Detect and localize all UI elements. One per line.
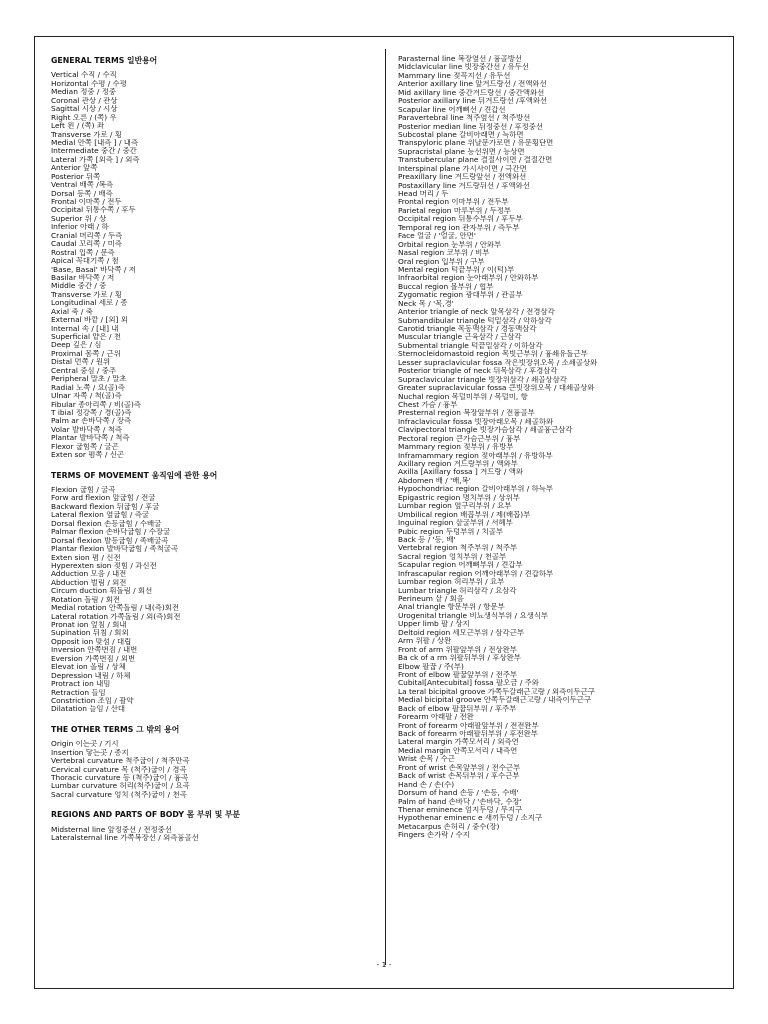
- term-entry: Posterior triangle of neck 뒤목삼각 / 후경삼각: [398, 367, 558, 376]
- left-column: [51, 55, 373, 843]
- term-entry: Abduction 벌림 / 외전: [51, 578, 127, 587]
- term-entry: Perineum 샅 / 회음: [398, 595, 464, 603]
- term-entry: Greater supraclavicular fossa 큰빗장위오목 / 대쇄골상와: [398, 384, 595, 393]
- term-entry: Urogenital triangle 비뇨생식부위 / 요생식부: [398, 611, 549, 620]
- term-entry: Dorsal flexion 발등굽힘 / 족배굴곡: [51, 536, 169, 545]
- term-entry: Scapular line 어깨뼈선 / 견갑선: [398, 105, 506, 114]
- term-entry: Axilla [Axillary fossa ] 겨드랑 / 액와: [398, 468, 524, 477]
- term-entry: Sacral region 엉치부위 / 천골부: [398, 552, 507, 561]
- term-entry: Face 얼굴 / '얼굴, 안면': [398, 232, 476, 241]
- term-entry: Anterior axillary line 앞겨드랑선 / 전액와선: [398, 80, 547, 89]
- term-entry: Axillary region 겨드랑부위 / 액와부: [398, 460, 518, 468]
- term-entry: Posterior median line 뒤정중선 / 후정중선: [398, 122, 544, 131]
- term-entry: Vertical 수직 / 수직: [51, 71, 117, 80]
- term-entry: Submental triangle 턱끝밑삼각 / 이하삼각: [398, 341, 543, 350]
- term-entry: Caudal 꼬리쪽 / 미측: [51, 240, 122, 249]
- term-entry: Volar 발바닥쪽 / 척측: [51, 425, 122, 434]
- term-entry: Proximal 몸쪽 / 근위: [51, 349, 121, 358]
- term-entry: Forw ard flexion 앞굽힘 / 전굴: [51, 494, 156, 503]
- term-entry: Buccal region 볼부위 / 협부: [398, 282, 494, 291]
- term-entry: Transverse 가로 / 횡: [51, 130, 122, 139]
- term-entry: Posterior 뒤쪽: [51, 172, 101, 181]
- term-entry: Upper limb 팔 / 상지: [398, 620, 470, 629]
- term-entry: Inframammary region 젖아래부위 / 유방하부: [398, 451, 553, 460]
- term-entry: Paravertebral line 척주옆선 / 척주방선: [398, 114, 531, 123]
- term-entry: Head 머리 / 두: [398, 190, 449, 198]
- term-entry: T ibial 정강쪽 / 경(골)측: [51, 408, 132, 417]
- section-heading: THE OTHER TERMS 그 밖의 용어: [51, 724, 180, 734]
- term-entry: Elbow 팔꿉 / 주(부): [398, 662, 464, 671]
- term-entry: Medial bicipital groove 안쪽두갈래근고랑 / 내측이두근구: [398, 696, 592, 705]
- term-entry: Subcostal plane 갈비아래면 / 늑하면: [398, 130, 524, 139]
- term-entry: Intermediate 중간 / 중간: [51, 147, 137, 156]
- term-entry: Sternocleidomastoid region 목빗근부위 / 흉쇄유돌근부: [398, 350, 588, 359]
- term-entry: Front of arm 위팔앞부위 / 전상완부: [398, 645, 517, 654]
- term-entry: Mental region 턱끝부위 / 이(턱)부: [398, 265, 515, 274]
- term-entry: Parasternal line 복장옆선 / 흉골방선: [398, 55, 523, 63]
- term-entry: Preaxillary line 겨드랑앞선 / 전액와선: [398, 173, 527, 182]
- term-entry: Interspinal plane 가시사이면 / 극간면: [398, 164, 527, 173]
- term-entry: Deltoid region 세모근부위 / 삼각근부: [398, 628, 524, 637]
- term-entry: Orbital region 눈부위 / 안와부: [398, 240, 502, 249]
- term-entry: Infrascapular region 어깨아래부위 / 견갑하부: [398, 569, 554, 578]
- term-entry: Hypothenar eminenc e 새끼두덩 / 소지구: [398, 814, 543, 823]
- term-entry: Peripheral 말초 / 말초: [51, 375, 127, 384]
- term-entry: Hyperexten sion 젖힘 / 과신전: [51, 561, 157, 570]
- term-entry: Dorsal flexion 손등굽힘 / 수배굴: [51, 519, 162, 528]
- term-entry: Protract ion 내밈: [51, 680, 111, 689]
- term-entry: Radial 노쪽 / 요(골)측: [51, 383, 125, 392]
- term-entry: Palm of hand 손바닥 / '손바닥, 수장': [398, 797, 522, 806]
- term-entry: Occipital 뒤통수쪽 / 후두: [51, 206, 136, 215]
- term-entry: Thoracic curvature 등 (척주)굽이 / 흉곡: [51, 774, 189, 783]
- term-entry: Supination 뒤침 / 회외: [51, 629, 129, 638]
- term-entry: Abdomen 배 / '배,복': [398, 476, 471, 485]
- term-entry: Transverse 가로 / 횡: [51, 290, 122, 299]
- term-entry: Sagittal 시상 / 시상: [51, 105, 118, 114]
- term-entry: Mammary region 젖부위 / 유방부: [398, 443, 514, 452]
- term-entry: Midclavicular line 빗장중간선 / 유두선: [398, 63, 529, 72]
- term-entry: Fibular 종아리쪽 / 비(골)측: [51, 400, 142, 409]
- term-entry: Longitudinal 세로 / 종: [51, 299, 128, 308]
- term-entry: Opposit ion 맞섬 / 대립: [51, 637, 132, 646]
- term-entry: Vertebral curvature 척주굽이 / 척주만곡: [51, 757, 190, 766]
- term-entry: Nuchal region 목덜미부위 / 목덜미, 항: [398, 392, 528, 401]
- term-entry: Axial 축 / 축: [51, 307, 93, 316]
- term-entry: Lumbar region 옆구리부위 / 요부: [398, 502, 512, 511]
- term-entry: Dorsum of hand 손등 / '손등, 수배': [398, 789, 519, 798]
- term-entry: Palmar flexion 손바닥굽힘 / 수장굴: [51, 528, 171, 537]
- term-entry: Dorsal 등쪽 / 배측: [51, 189, 113, 198]
- term-entry: Basilar 바닥쪽 / 저: [51, 273, 115, 282]
- term-entry: Mammary line 젖꼭지선 / 유두선: [398, 71, 511, 80]
- term-entry: Lateralsternal line 가쪽복장선 / 외측흉골선: [51, 834, 199, 843]
- term-entry: Chest 가슴 / 흉부: [398, 400, 458, 409]
- term-entry: Presternal region 복장앞부위 / 전흉골부: [398, 409, 535, 418]
- term-entry: Left 왼 / (쪽) 좌: [51, 122, 104, 131]
- term-entry: Scapular region 어깨뼈부위 / 견갑부: [398, 561, 523, 570]
- term-entry: Supraclavicular triangle 빗장위삼각 / 쇄골상삼각: [398, 375, 567, 384]
- term-entry: Postaxillary line 겨드랑뒤선 / 후액와선: [398, 181, 530, 190]
- term-entry: Lateral rotation 가쪽돌림 / 외(측)회전: [51, 612, 181, 621]
- section-heading: TERMS OF MOVEMENT 움직임에 관한 용어: [51, 470, 218, 480]
- term-entry: Nasal region 코부위 / 비부: [398, 249, 490, 258]
- term-entry: Vertebral region 척주부위 / 척주부: [398, 544, 518, 553]
- page-number: - 1 -: [376, 960, 392, 969]
- term-entry: Frontal region 이마부위 / 전두부: [398, 198, 509, 207]
- term-entry: Front of forearm 아래팔앞부위 / 전전완부: [398, 721, 539, 730]
- term-entry: Horizontal 수평 / 수평: [51, 79, 127, 88]
- term-entry: Anal triangle 항문부위 / 항문부: [398, 603, 505, 612]
- term-entry: Posterior axillary line 뒤겨드랑선 /후액와선: [398, 97, 548, 106]
- term-entry: Medial margin 안쪽모서리 / 내측연: [398, 746, 518, 755]
- term-entry: Ventral 배쪽 /복측: [51, 181, 113, 190]
- term-entry: Depression 내림 / 하체: [51, 671, 131, 680]
- term-entry: Sacral curvature 엉치 (척주)굽이 / 천곡: [51, 790, 187, 799]
- term-entry: Flexor 굽힘쪽 / 굴곤: [51, 442, 119, 451]
- column-divider: [385, 49, 386, 965]
- term-entry: Hypochondriac region 갈비아래부위 / 하늑부: [398, 485, 553, 494]
- term-entry: Oral region 입부위 / 구부: [398, 257, 485, 266]
- page-frame: [34, 36, 734, 989]
- term-entry: External 바깥 / [외] 외: [51, 316, 128, 325]
- term-entry: Cubital[Antecubital] fossa 팔오금 / 주와: [398, 679, 539, 688]
- term-entry: Hand 손 / 손(수): [398, 780, 455, 789]
- term-entry: Medial 안쪽 [내측 ] / 내측: [51, 138, 139, 147]
- term-entry: Frontal 이마쪽 / 전두: [51, 198, 122, 207]
- right-column: [398, 55, 728, 840]
- term-entry: Inversion 안쪽번짐 / 내번: [51, 646, 138, 655]
- term-entry: Lumbar region 허리부위 / 요부: [398, 578, 505, 587]
- term-entry: Origin 이는곳 / 기시: [51, 740, 119, 749]
- term-entry: Superior 위 / 상: [51, 214, 107, 223]
- term-entry: Clavipectoral triangle 빗장가슴삼각 / 쇄골흉근삼각: [398, 426, 573, 435]
- term-entry: Palm ar 손바닥쪽 / 장측: [51, 417, 132, 426]
- term-entry: Adduction 모음 / 내전: [51, 570, 127, 579]
- term-entry: Back of wrist 손목뒤부위 / 후수근부: [398, 772, 520, 781]
- term-entry: Muscular triangle 근육삼각 / 근삼각: [398, 333, 522, 342]
- term-entry: Transpyloric plane 위날문가로면 / 유문횡단면: [398, 139, 554, 148]
- term-entry: Anterior 앞쪽: [51, 164, 98, 173]
- term-entry: Inguinal region 샅굴부위 / 서혜부: [398, 519, 513, 528]
- term-entry: Umbilical region 배꼽부위 / 제(배꼽)부: [398, 510, 531, 519]
- term-entry: Constriction 조임 / 괄약: [51, 696, 134, 705]
- term-entry: Metacarpus 손허리 / 중수(장): [398, 822, 500, 831]
- term-entry: Cranial 머리쪽 / 두측: [51, 231, 123, 240]
- term-entry: Occipital region 뒤통수부위 / 후두부: [398, 215, 523, 224]
- term-entry: Lesser supraclavicular fossa 작은빗장위오목 / 소쇄골상와: [398, 358, 598, 367]
- term-entry: Back 등 / '등, 배': [398, 535, 456, 544]
- term-entry: Thenar eminence 엄지두덩 / 무지구: [398, 805, 523, 814]
- term-entry: Forearm 아래팔 / 전완: [398, 713, 474, 722]
- term-entry: Mid axillary line 중간겨드랑선 / 중간액와선: [398, 88, 545, 97]
- term-entry: Medial rotation 안쪽돌림 / 내(측)회전: [51, 604, 180, 613]
- term-entry: Back of elbow 팔꿉뒤부위 / 후주부: [398, 704, 517, 713]
- term-entry: Back of forearm 아래팔뒤부위 / 후전완부: [398, 730, 538, 738]
- term-entry: Lateral flexion 옆굽힘 / 측굴: [51, 511, 150, 520]
- term-entry: Infraclavicular fossa 빗장아래오목 / 쇄골하와: [398, 417, 554, 426]
- term-entry: Flexion 굽힘 / 굴곡: [51, 486, 116, 495]
- term-entry: Front of elbow 팔꿉앞부위 / 전주부: [398, 670, 518, 679]
- section-heading: GENERAL TERMS 일반용어: [51, 56, 158, 65]
- term-entry: Parietal region 마루부위 / 두정부: [398, 206, 512, 215]
- term-entry: Retraction 들임: [51, 688, 106, 697]
- section-heading: REGIONS AND PARTS OF BODY 몸 부위 및 부분: [51, 810, 241, 820]
- term-entry: Pectoral region 큰가슴근부위 / 흉부: [398, 434, 521, 443]
- term-entry: Dilatation 늘임 / 산대: [51, 705, 126, 714]
- term-entry: Temporal reg ion 관자부위 / 측두부: [398, 223, 520, 232]
- term-entry: Insertion 닿는곳 / 종지: [51, 748, 129, 757]
- term-entry: Infraorbital region 눈아래부위 / 안와하부: [398, 274, 539, 283]
- term-entry: Submandibular triangle 턱밑삼각 / 악하삼각: [398, 316, 552, 325]
- term-entry: Inferior 아래 / 하: [51, 223, 109, 232]
- term-entry: Backward flexion 뒤굽힘 / 후굴: [51, 502, 160, 511]
- term-entry: Median 정중 / 정중: [51, 88, 116, 97]
- term-entry: Midsternal line 앞정중선 / 전정중선: [51, 825, 172, 834]
- term-entry: Plantar 발바닥쪽 / 척측: [51, 434, 130, 443]
- term-entry: Cervical curvature 목 (척주)굽이 / 경곡: [51, 765, 187, 774]
- term-entry: Lumbar triangle 허리삼각 / 요삼각: [398, 586, 517, 595]
- term-entry: Elevat ion 올림 / 상체: [51, 663, 126, 672]
- term-entry: 'Base, Basal' 바닥쪽 / 저: [51, 265, 136, 274]
- term-entry: Supracristal plane 능선위면 / 능상면: [398, 147, 525, 156]
- term-entry: Ulnar 자쪽 / 척(골)측: [51, 392, 122, 401]
- term-entry: Lumbar curvature 허리(척주)굽이 / 요곡: [51, 782, 190, 791]
- term-entry: Lateral margin 가쪽모서리 / 외측연: [398, 738, 519, 747]
- term-entry: Front of wrist 손목앞부위 / 전수근부: [398, 763, 521, 772]
- term-entry: Right 오른 / (쪽) 우: [51, 113, 117, 122]
- term-entry: Exten sor 폄쪽 / 신곤: [51, 451, 125, 460]
- term-entry: Internal 속 / [내] 내: [51, 324, 119, 333]
- term-entry: Wrist 손목 / 수근: [398, 755, 455, 764]
- term-entry: Neck 목 / '목,경': [398, 299, 454, 308]
- term-entry: Eversion 가쪽번짐 / 외번: [51, 654, 136, 663]
- term-entry: Ba ck of a rm 위팔뒤부위 / 후상완부: [398, 654, 521, 663]
- term-entry: Pubic region 두덩부위 / 치골부: [398, 527, 504, 536]
- term-entry: Central 중심 / 중추: [51, 366, 117, 375]
- term-entry: Coronal 관상 / 관상: [51, 96, 118, 105]
- term-entry: Fingers 손가락 / 수지: [398, 831, 470, 840]
- term-entry: Zygomatic region 광대부위 / 관골부: [398, 291, 523, 300]
- term-entry: Epigastric region 명치부위 / 상위부: [398, 493, 520, 502]
- term-entry: La teral bicipital groove 가쪽두갈래근고랑 / 외측이두근구: [398, 687, 595, 696]
- term-entry: Transtubercular plane 결절사이면 / 결절간면: [398, 156, 553, 165]
- term-entry: Lateral 가쪽 [외측 ] / 외측: [51, 155, 140, 164]
- term-entry: Pronat ion 엎침 / 회내: [51, 621, 127, 630]
- term-entry: Exten sion 폄 / 신전: [51, 553, 121, 562]
- term-entry: Anterior triangle of neck 앞목삼각 / 전경삼각: [398, 308, 555, 317]
- term-entry: Superficial 얕은 / 천: [51, 333, 121, 342]
- term-entry: Plantar flexion 발바닥굽힘 / 족척굴곡: [51, 545, 179, 554]
- term-entry: Apical 꼭대기쪽 / 첨: [51, 257, 119, 266]
- term-entry: Rostral 입쪽 / 문측: [51, 248, 115, 257]
- term-entry: Rotation 돌림 / 회전: [51, 595, 121, 604]
- term-entry: Circum duction 휘돌림 / 회선: [51, 587, 153, 596]
- term-entry: Deep 깊은 / 심: [51, 341, 102, 350]
- term-entry: Distal 먼쪽 / 원위: [51, 358, 111, 367]
- term-entry: Carotid triangle 목동맥삼각 / 경동맥삼각: [398, 325, 537, 333]
- term-entry: Middle 중간 / 중: [51, 282, 107, 291]
- term-entry: Arm 위팔 / 상완: [398, 637, 452, 646]
